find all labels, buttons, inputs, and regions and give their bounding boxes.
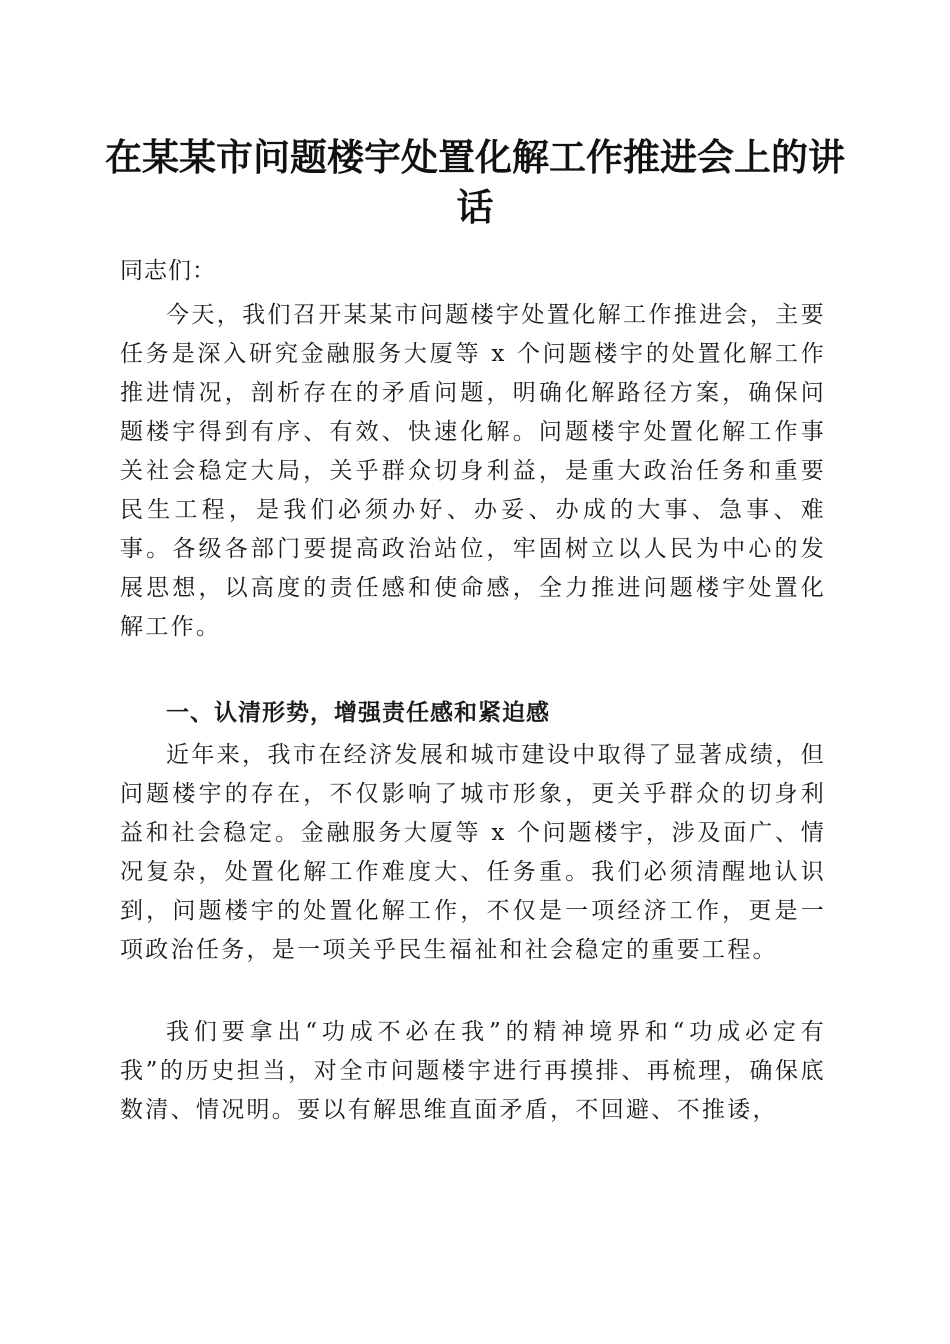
document-title: 在某某市问题楼宇处置化解工作推进会上的讲话 [105,135,845,229]
section-heading-1: 一、认清形势，增强责任感和紧迫感 [166,700,550,726]
paragraph-section1-2: 我们要拿出“功成不必在我”的精神境界和“功成必定有我”的历史担当，对全市问题楼宇进行再摸排、再梳理，确保底数清、情况明。要以有解思维直面矛盾，不回避、不推诿， [120,1019,826,1123]
paragraph-section1-1: 近年来，我市在经济发展和城市建设中取得了显著成绩，但问题楼宇的存在，不仅影响了城市形象，更关乎群众的切身利益和社会稳定。金融服务大厦等 x 个问题楼宇，涉及面广、情况复杂，处置化解工作难度大、任务重。我们必须清醒地认识到，问题楼宇的处置化解工作，不仅是一项经济工作，更是一项政治任务，是一项关乎民生福祉和社会稳定的重要工程。 [120,742,826,963]
document-body [120,252,826,1133]
paragraph-intro: 今天，我们召开某某市问题楼宇处置化解工作推进会，主要任务是深入研究金融服务大厦等 x 个问题楼宇的处置化解工作推进情况，剖析存在的矛盾问题，明确化解路径方案，确保问题楼宇得到有序、有效、快速化解。问题楼宇处置化解工作事关社会稳定大局，关乎群众切身利益，是重大政治任务和重要民生工程，是我们必须办好、办妥、办成的大事、急事、难事。各级各部门要提高政治站位，牢固树立以人民为中心的发展思想，以高度的责任感和使命感，全力推进问题楼宇处置化解工作。 [120,302,826,640]
salutation: 同志们： [120,258,216,284]
